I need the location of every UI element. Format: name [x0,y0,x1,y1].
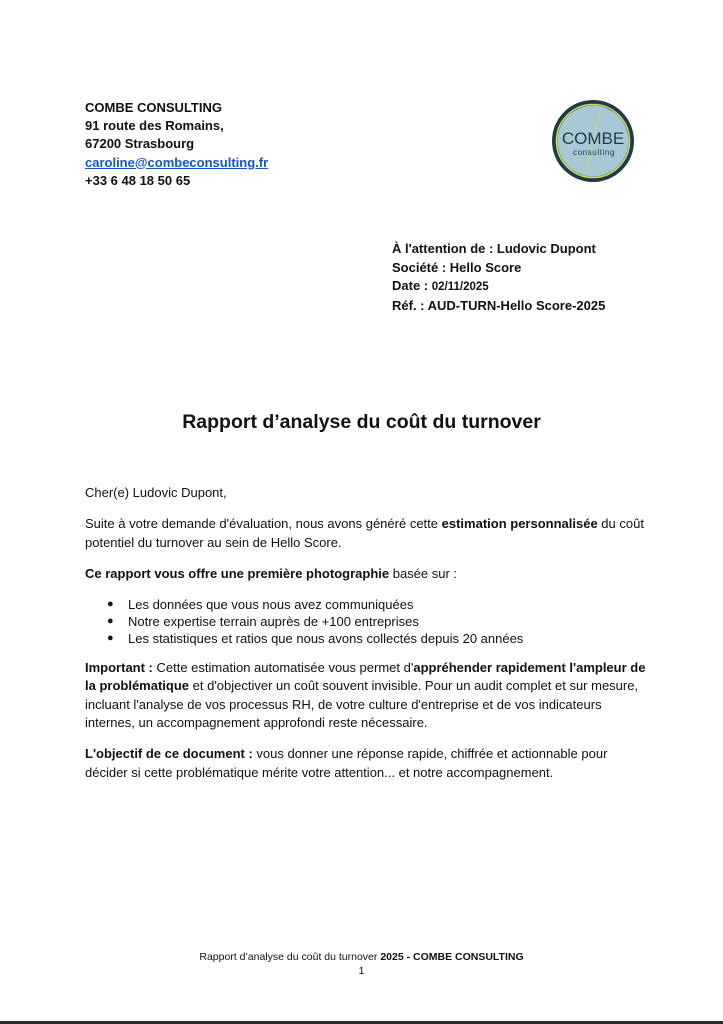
list-item-text: Les données que vous nous avez communiquées [128,596,414,612]
footer-text: Rapport d’analyse du coût du turnover [199,951,381,963]
important-emphasis: appréhender rapidement l'ampleur de la problématique [85,659,646,693]
sender-block [85,99,268,190]
footer-emphasis: 2025 - COMBE CONSULTING [380,951,524,963]
combe-consulting-logo [550,98,636,184]
list-item [107,630,650,647]
sender-phone: +33 6 48 18 50 65 [85,172,191,188]
recipient-date [392,277,605,297]
basis-paragraph [85,565,650,584]
basis-emphasis: Ce rapport vous offre une première photographie [85,565,390,581]
objective-text: vous donner une réponse rapide, chiffrée et actionnable pour décider si cette problématique mérite votre attention... et notre accompagnement. [85,746,608,780]
date-label: Date : [392,278,432,293]
sender-company: COMBE CONSULTING [85,100,222,115]
bullet-icon: ● [107,631,114,644]
objective-paragraph [85,745,650,782]
page-footer [0,950,723,978]
sender-email-link[interactable]: caroline@combeconsulting.fr [85,154,269,170]
document-title: Rapport d’analyse du coût du turnover [182,411,541,433]
list-item-text: Les statistiques et ratios que nous avons collectés depuis 20 années [128,630,524,646]
intro-text: Suite à votre demande d'évaluation, nous avons généré cette [85,516,442,531]
sender-address-line1: 91 route des Romains, [85,118,224,134]
list-item [107,613,650,630]
important-paragraph [85,659,650,733]
sender-address-line2: 67200 Strasbourg [85,136,195,152]
objective-label: L'objectif de ce document : [85,746,253,761]
list-item [107,596,650,613]
important-label: Important : [85,659,153,675]
recipient-block [392,240,605,315]
bullet-icon: ● [107,614,114,627]
greeting: Cher(e) Ludovic Dupont, [85,485,227,500]
intro-paragraph [85,515,650,552]
recipient-company: Société : Hello Score [392,259,522,275]
logo-word-combe: COMBE [561,129,625,148]
footer-line [0,950,723,964]
important-text: Cette estimation automatisée vous permet d' [152,659,414,675]
basis-text: basée sur : [389,565,458,581]
bullet-icon: ● [107,597,114,610]
recipient-reference: Réf. : AUD-TURN-Hello Score-2025 [392,297,606,313]
letter-body [85,484,650,795]
page-number: 1 [358,965,365,977]
basis-list [85,596,650,647]
recipient-attention: À l'attention de : Ludovic Dupont [392,241,596,256]
date-value: 02/11/2025 [431,281,489,293]
important-text-end: et d'objectiver un coût souvent invisible. Pour un audit complet et sur mesure, incluant l'analyse de vos processus RH, de votre culture d'entreprise et de vos indicateurs internes, un accompagnement approfondi reste nécessaire. [85,678,639,730]
logo-word-consulting: consulting [572,148,616,157]
list-item-text: Notre expertise terrain auprès de +100 entreprises [128,613,419,629]
intro-emphasis: estimation personnalisée [441,516,598,531]
intro-text-end: du coût potentiel du turnover au sein de Hello Score. [85,516,644,550]
